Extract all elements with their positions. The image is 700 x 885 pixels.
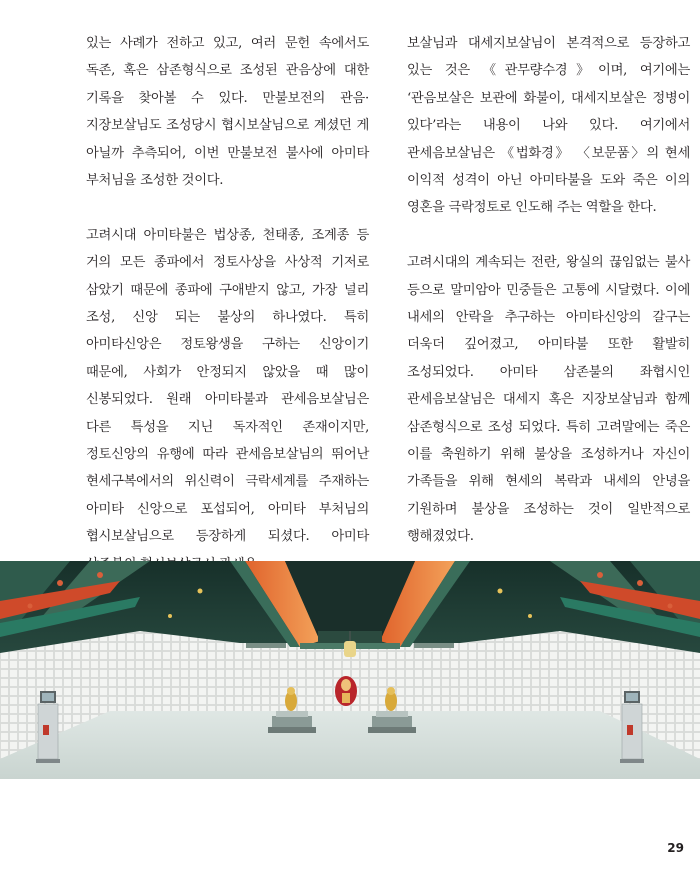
- left-paragraph-1: 있는 사례가 전하고 있고, 여러 문헌 속에서도 독존, 혹은 삼존형식으로 조성된 관음상에 대한 기록을 찾아볼 수 있다. 만불보전의 관음·지장보살님도 조성당시 협시보살님으로 계셨던 게 아닐까 추측되어, 이번 만불보전 불사에 아미타 부처님을 조성한 것이다.: [86, 36, 369, 189]
- page-number: 29: [667, 841, 684, 855]
- left-text-column: [86, 30, 369, 578]
- left-paragraph-2: 고려시대 아미타불은 법상종, 천태종, 조계종 등 거의 모든 종파에서 정토사상을 사상적 기저로 삼았기 때문에 종파에 구애받지 않고, 가장 널리 조성, 신앙 되는 불상의 하나였다. 특히 아미타신앙은 정토왕생을 구하는 신앙이기 때문에, 사회가 안정되지 않았을 때 많이 신봉되었다. 원래 아미타불과 관세음보살님은 다른 특성을 지닌 독자적인 존재이지만, 정토신앙의 유행에 따라 관세음보살님의 뛰어난 현세구복에서의 위신력이 극락세계를 주재하는 아미타 신앙으로 포섭되어, 아미타 부처님의 협시보살님으로 등장하게 되셨다. 아미타: [86, 227, 369, 545]
- right-paragraph-1: 보살님과 대세지보살님이 본격적으로 등장하고 있는 것은 《관무량수경》이며, 여기에는 ‘관음보살은 보관에 화불이, 대세지보살은 정병이 있다’라는 내용이 나와 있다. 여기에서 관세음보살님은 《법화경》 〈보문품〉의 현세 이익적 성격이 아닌 아미타불을 도와 죽은 이의 영혼을 극락정토로 인도해 주는 역할을 한다.: [407, 36, 690, 216]
- right-paragraph-2: 고려시대의 계속되는 전란, 왕실의 끊임없는 불사 등으로 말미암아 민중들은 고통에 시달렸다. 이에 내세의 안락을 추구하는 아미타신앙의 갈구는 더욱더 깊어졌고, 아미타불 또한 활발히 조성되었다. 아미타 삼존불의 좌협시인 관세음보살님은 대세지 혹은 지장보살님과 함께 삼존형식으로 조성 되었다. 특히 고려말에는 죽은 이를 축원하기 위해 불상을 조성하거나 자신이 가족들을 위해 현세의 복락과 내세의 안녕을 기원하며 불상을 조성하는 것이 일반적으로 행해졌었다.: [407, 255, 690, 545]
- right-text-column: [407, 30, 690, 551]
- temple-hall-photo: [0, 561, 700, 779]
